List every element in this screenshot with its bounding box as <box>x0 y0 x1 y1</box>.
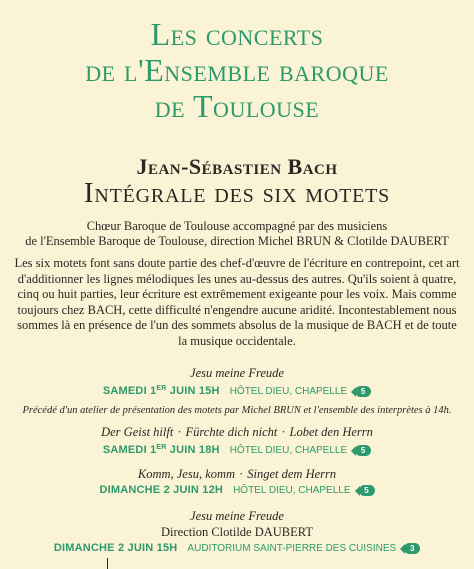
separator: · <box>177 425 182 439</box>
concert-1-date <box>0 381 474 400</box>
date-superscript: ER <box>156 385 167 392</box>
venue: HÔTEL DIEU, CHAPELLE <box>229 445 348 456</box>
concert-3 <box>0 466 474 499</box>
work: Jesu meine Freude <box>190 366 284 380</box>
venue: AUDITORIUM SAINT-PIERRE DES CUISINES <box>187 543 397 554</box>
concert-4-direction: Direction Clotilde DAUBERT <box>160 525 313 539</box>
header-line-2: de l'Ensemble baroque <box>85 52 389 88</box>
date-superscript: ER <box>156 444 167 451</box>
venue-number-badge: 5 <box>355 445 371 456</box>
concert-3-works <box>0 466 474 482</box>
date-day: SAMEDI 1ER JUIN 15H <box>102 385 220 397</box>
performers <box>0 219 474 249</box>
venue: HÔTEL DIEU, CHAPELLE <box>233 485 351 496</box>
concert-4-date <box>0 540 474 557</box>
concert-3-date <box>0 482 474 499</box>
concert-2 <box>0 424 474 459</box>
separator: · <box>239 467 244 481</box>
work: Fürchte dich nicht <box>185 425 278 439</box>
work: Jesu meine Freude <box>190 509 284 523</box>
venue: HÔTEL DIEU, CHAPELLE <box>229 386 348 397</box>
work: Lobet den Herrn <box>289 425 373 439</box>
date-day: DIMANCHE 2 JUIN 12H <box>99 484 224 496</box>
header-line-1: Les concerts <box>150 16 324 52</box>
divider-tick <box>107 558 108 569</box>
series-header <box>0 16 474 124</box>
venue-number-badge: 5 <box>359 485 375 496</box>
concert-1-note: Précédé d'un atelier de présentation des motets par Michel BRUN et l'ensemble des interprètes à 14h. <box>22 405 452 416</box>
concert-2-works <box>0 424 474 440</box>
composer-name: Jean-Sébastien Bach <box>136 154 338 179</box>
performers-line-2: de l'Ensemble Baroque de Toulouse, direction Michel BRUN & Clotilde DAUBERT <box>25 234 449 248</box>
header-line-3: de Toulouse <box>154 88 320 124</box>
concert-4 <box>0 508 474 557</box>
work: Singet dem Herrn <box>247 467 337 481</box>
date-day: SAMEDI 1ER JUIN 18H <box>102 444 220 456</box>
performers-line-1: Chœur Baroque de Toulouse accompagné par des musiciens <box>86 219 388 233</box>
concert-1-works <box>0 365 474 381</box>
venue-number-badge: 5 <box>355 386 371 397</box>
concert-2-date <box>0 440 474 459</box>
separator: · <box>281 425 286 439</box>
date-day: DIMANCHE 2 JUIN 15H <box>53 542 178 554</box>
work-title: Intégrale des six motets <box>83 177 391 209</box>
concert-4-works <box>0 508 474 524</box>
work: Komm, Jesu, komm <box>137 467 236 481</box>
venue-number-badge: 3 <box>404 543 420 554</box>
concert-1 <box>0 365 474 418</box>
work: Der Geist hilft <box>101 425 174 439</box>
description: Les six motets font sans doute partie des chef-d'œuvre de l'écriture en contrepoint, cet art d'additionner les lignes mélodiques les unes au-dessus des autres. Qu'ils soient à quatre, cinq ou huit parties, leur écriture est extrêmement exigeante pour les voix. Mais comme toujours chez BACH, cette difficulté n'engendre aucune aridité. Incontestablement nous sommes là en présence de l'un des sommets absolus de la musique de BACH et de toute la musique occidentale. <box>14 256 460 348</box>
